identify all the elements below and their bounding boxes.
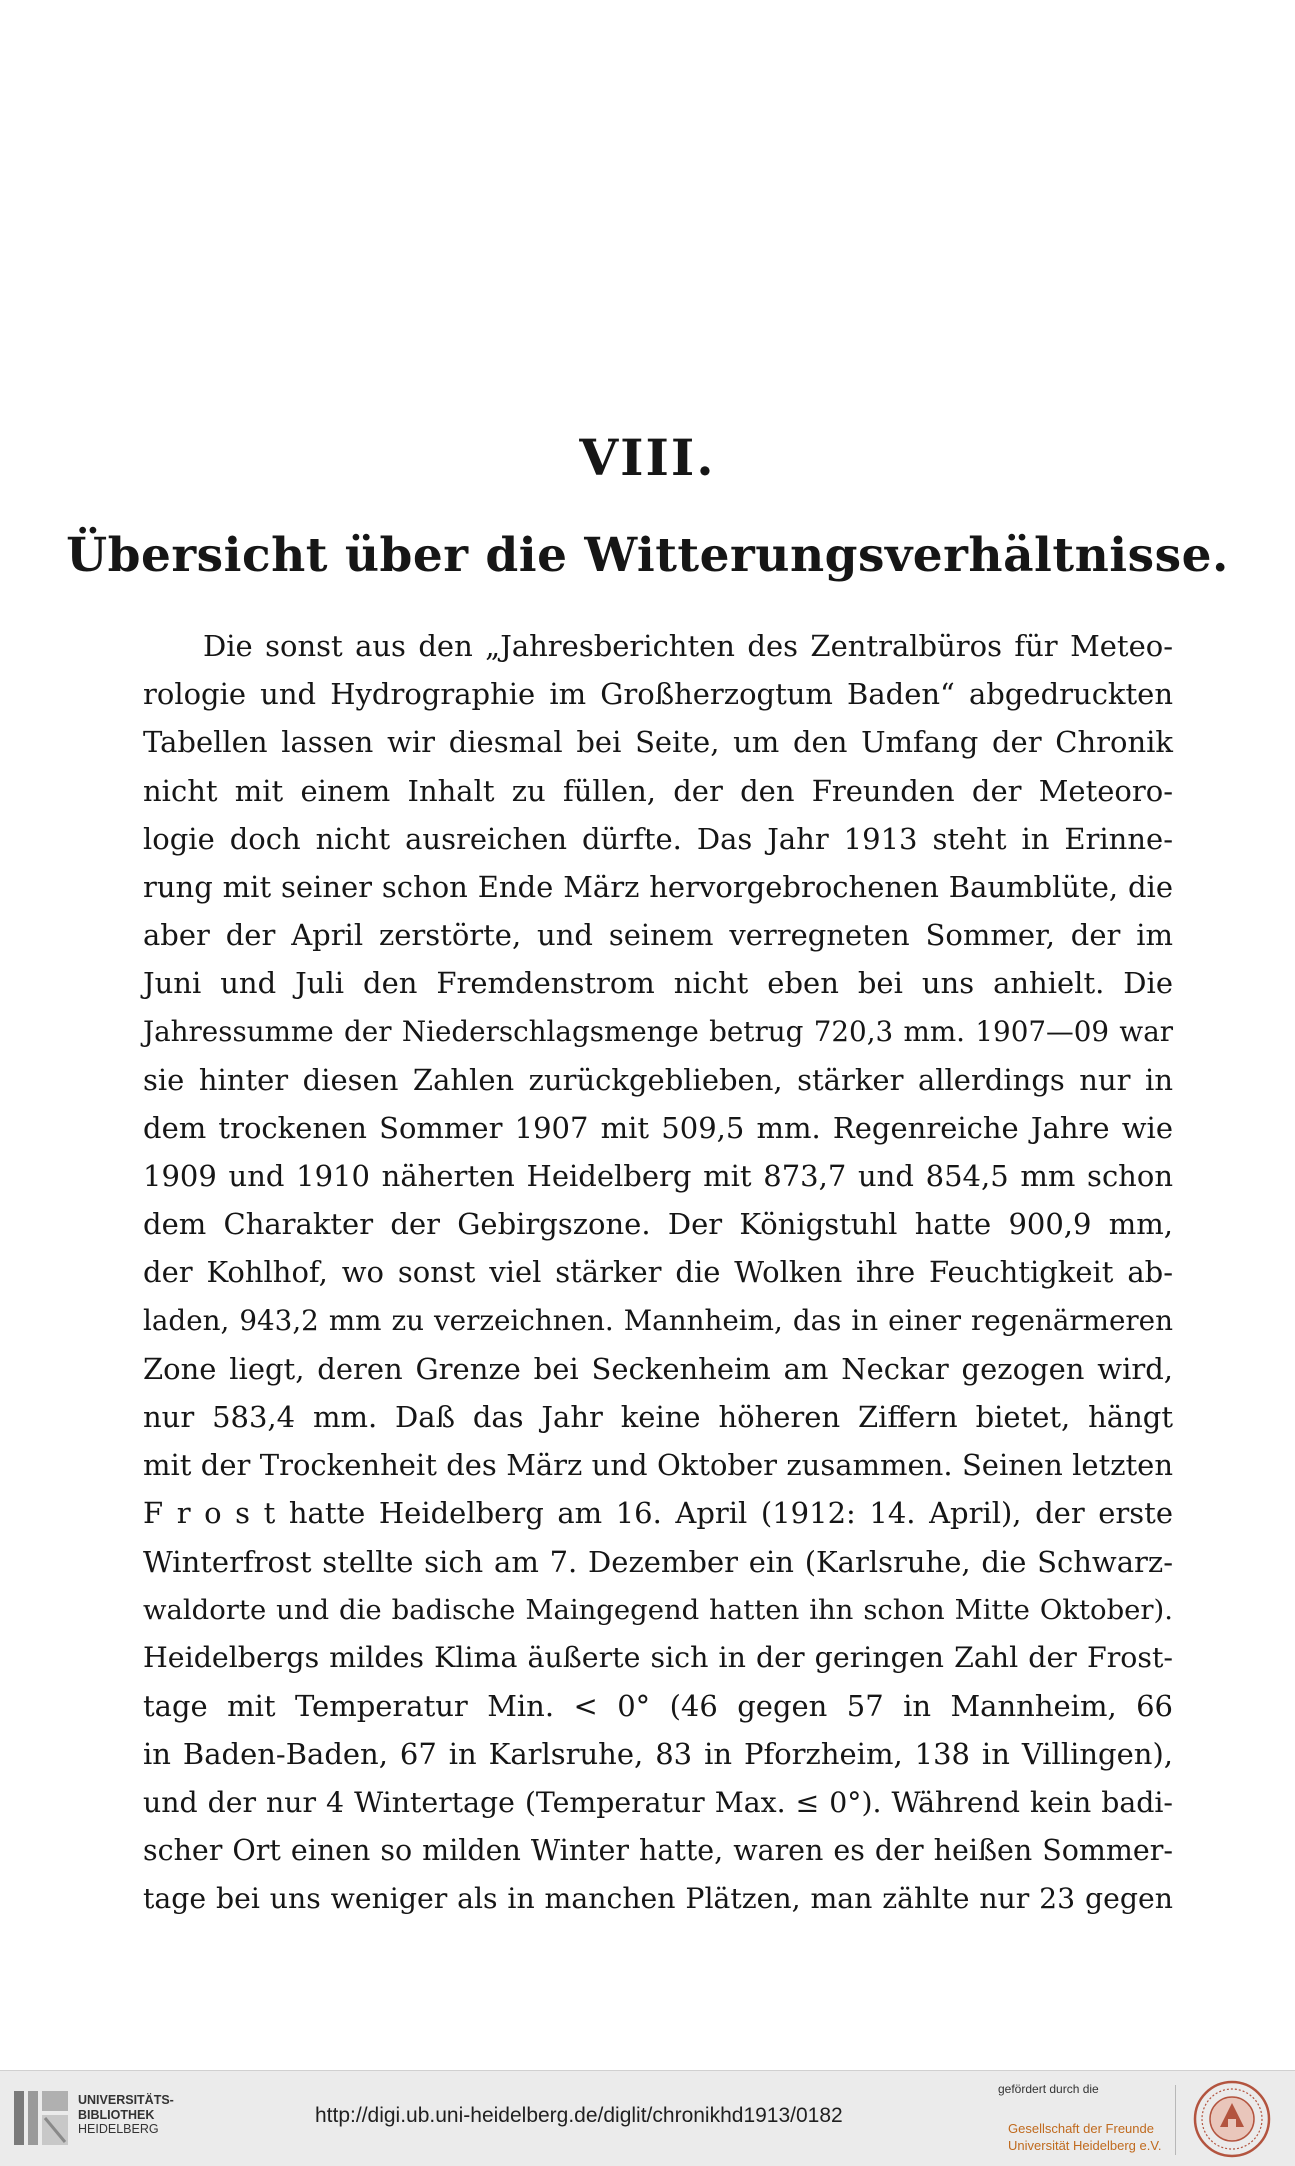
- text-line: logie doch nicht ausreichen dürfte. Das Jahr 1913 steht in Erinne-: [143, 821, 1173, 856]
- text-line: sie hinter diesen Zahlen zurückgeblieben, stärker allerdings nur in: [143, 1062, 1173, 1097]
- text-line: Jahressumme der Niederschlagsmenge betrug 720,3 mm. 1907—09 war: [143, 1014, 1173, 1048]
- text-line: rologie und Hydrographie im Großherzogtum Baden“ abgedruckten: [143, 677, 1173, 712]
- text-line: dem Charakter der Gebirgszone. Der Königstuhl hatte 900,9 mm,: [143, 1207, 1173, 1242]
- text-line: laden, 943,2 mm zu verzeichnen. Mannheim, das in einer regenärmeren: [143, 1303, 1173, 1337]
- footer-divider: [1175, 2085, 1176, 2155]
- sponsor-name: Universität Heidelberg e.V.: [1008, 2138, 1162, 2153]
- text-line: Heidelbergs mildes Klima äußerte sich in der geringen Zahl der Frost-: [143, 1640, 1173, 1674]
- text-line: 1909 und 1910 näherten Heidelberg mit 873,7 und 854,5 mm schon: [143, 1159, 1173, 1194]
- text-line: scher Ort einen so milden Winter hatte, waren es der heißen Sommer-: [143, 1833, 1173, 1867]
- library-name-line: BIBLIOTHEK: [78, 2107, 155, 2122]
- library-name-line: UNIVERSITÄTS-: [78, 2093, 174, 2107]
- text-line: aber der April zerstörte, und seinem verregneten Sommer, der im: [143, 918, 1173, 953]
- text-line: mit der Trockenheit des März und Oktober zusammen. Seinen letzten: [143, 1448, 1173, 1483]
- text-line: rung mit seiner schon Ende März hervorgebrochenen Baumblüte, die: [143, 869, 1173, 904]
- chapter-title: Übersicht über die Witterungsverhältnisse.: [66, 528, 1229, 583]
- library-name: [78, 2093, 174, 2137]
- text-line: Die sonst aus den „Jahresberichten des Zentralbüros für Meteo-: [203, 629, 1173, 663]
- text-line: tage bei uns weniger als in manchen Plätzen, man zählte nur 23 gegen: [143, 1881, 1173, 1915]
- ub-heidelberg-logo-icon: [12, 2087, 70, 2149]
- sponsor-name: Gesellschaft der Freunde: [1008, 2121, 1154, 2136]
- text-line: tage mit Temperatur Min. < 0° (46 gegen 57 in Mannheim, 66: [143, 1689, 1173, 1724]
- text-line: dem trockenen Sommer 1907 mit 509,5 mm. Regenreiche Jahre wie: [143, 1110, 1173, 1145]
- text-line: der Kohlhof, wo sonst viel stärker die Wolken ihre Feuchtigkeit ab-: [143, 1255, 1173, 1290]
- body-text: [143, 622, 1173, 1923]
- sponsor-label: gefördert durch die: [998, 2082, 1099, 2096]
- chapter-number: VIII.: [579, 428, 716, 487]
- text-line: Zone liegt, deren Grenze bei Seckenheim am Neckar gezogen wird,: [143, 1351, 1173, 1386]
- text-line: waldorte und die badische Maingegend hatten ihn schon Mitte Oktober).: [143, 1593, 1173, 1626]
- text-line: Winterfrost stellte sich am 7. Dezember ein (Karlsruhe, die Schwarz-: [143, 1544, 1173, 1579]
- library-name-line: HEIDELBERG: [78, 2122, 159, 2136]
- text-line: Tabellen lassen wir diesmal bei Seite, um den Umfang der Chronik: [143, 725, 1173, 760]
- footer-bar: [0, 2070, 1295, 2166]
- university-seal-icon: [1192, 2079, 1272, 2159]
- text-line: Juni und Juli den Fremdenstrom nicht eben bei uns anhielt. Die: [143, 966, 1173, 1001]
- text-line: in Baden-Baden, 67 in Karlsruhe, 83 in Pforzheim, 138 in Villingen),: [143, 1737, 1173, 1772]
- text-line: nur 583,4 mm. Daß das Jahr keine höheren Ziffern bietet, hängt: [143, 1400, 1173, 1434]
- text-line: nicht mit einem Inhalt zu füllen, der den Freunden der Meteoro-: [143, 773, 1173, 808]
- source-url[interactable]: http://digi.ub.uni-heidelberg.de/diglit/chronikhd1913/0182: [315, 2104, 843, 2127]
- text-line: F r o s t hatte Heidelberg am 16. April (1912: 14. April), der erste: [143, 1496, 1173, 1531]
- text-line: und der nur 4 Wintertage (Temperatur Max. ≤ 0°). Während kein badi-: [143, 1785, 1173, 1819]
